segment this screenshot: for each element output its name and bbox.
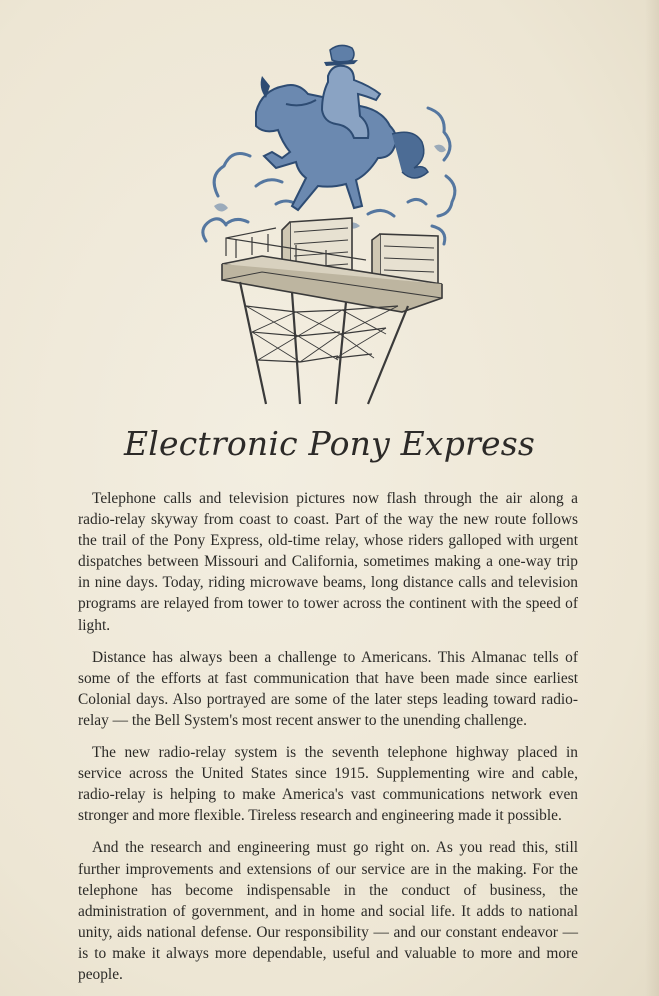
article-body	[78, 488, 578, 996]
paragraph-3: The new radio-relay system is the seventh telephone highway placed in service across the United States since 1915. Supplementing wire and cable, radio-relay is helping to make America's vast communications network even stronger and more flexible. Tireless research and engineering made it possible.	[78, 744, 578, 825]
page-title: Electronic Pony Express	[123, 424, 536, 463]
page-fold-shadow	[645, 0, 659, 996]
paragraph-2: Distance has always been a challenge to Americans. This Almanac tells of some of the efforts at fast communication that have been made since earliest Colonial days. Also portrayed are some of the later steps leading toward radio-relay — the Bell System's most recent answer to the unending challenge.	[78, 648, 578, 729]
radio-relay-tower	[222, 218, 442, 404]
paragraph-1: Telephone calls and television pictures now flash through the air along a radio-relay skyway from coast to coast. Part of the way the new route follows the trail of the Pony Express, old-time relay, whose riders galloped with urgent dispatches between Missouri and California, sometimes making a one-way trip in nine days. Today, riding microwave beams, long distance calls and television programs are relayed from tower to tower across the continent with the speed of light.	[78, 490, 578, 634]
paragraph-4: And the research and engineering must go right on. As you read this, still further improvements and extensions of our service are in the making. For the telephone has become indispensable in the conduct of business, the administration of government, and in home and social life. It adds to national unity, aids national defense. Our responsibility — and our constant endeavor — is to make it always more dependable, useful and valuable to more and more people.	[78, 839, 578, 983]
pony-express-relay-tower-illustration	[196, 26, 468, 408]
horse-and-rider	[256, 45, 428, 210]
